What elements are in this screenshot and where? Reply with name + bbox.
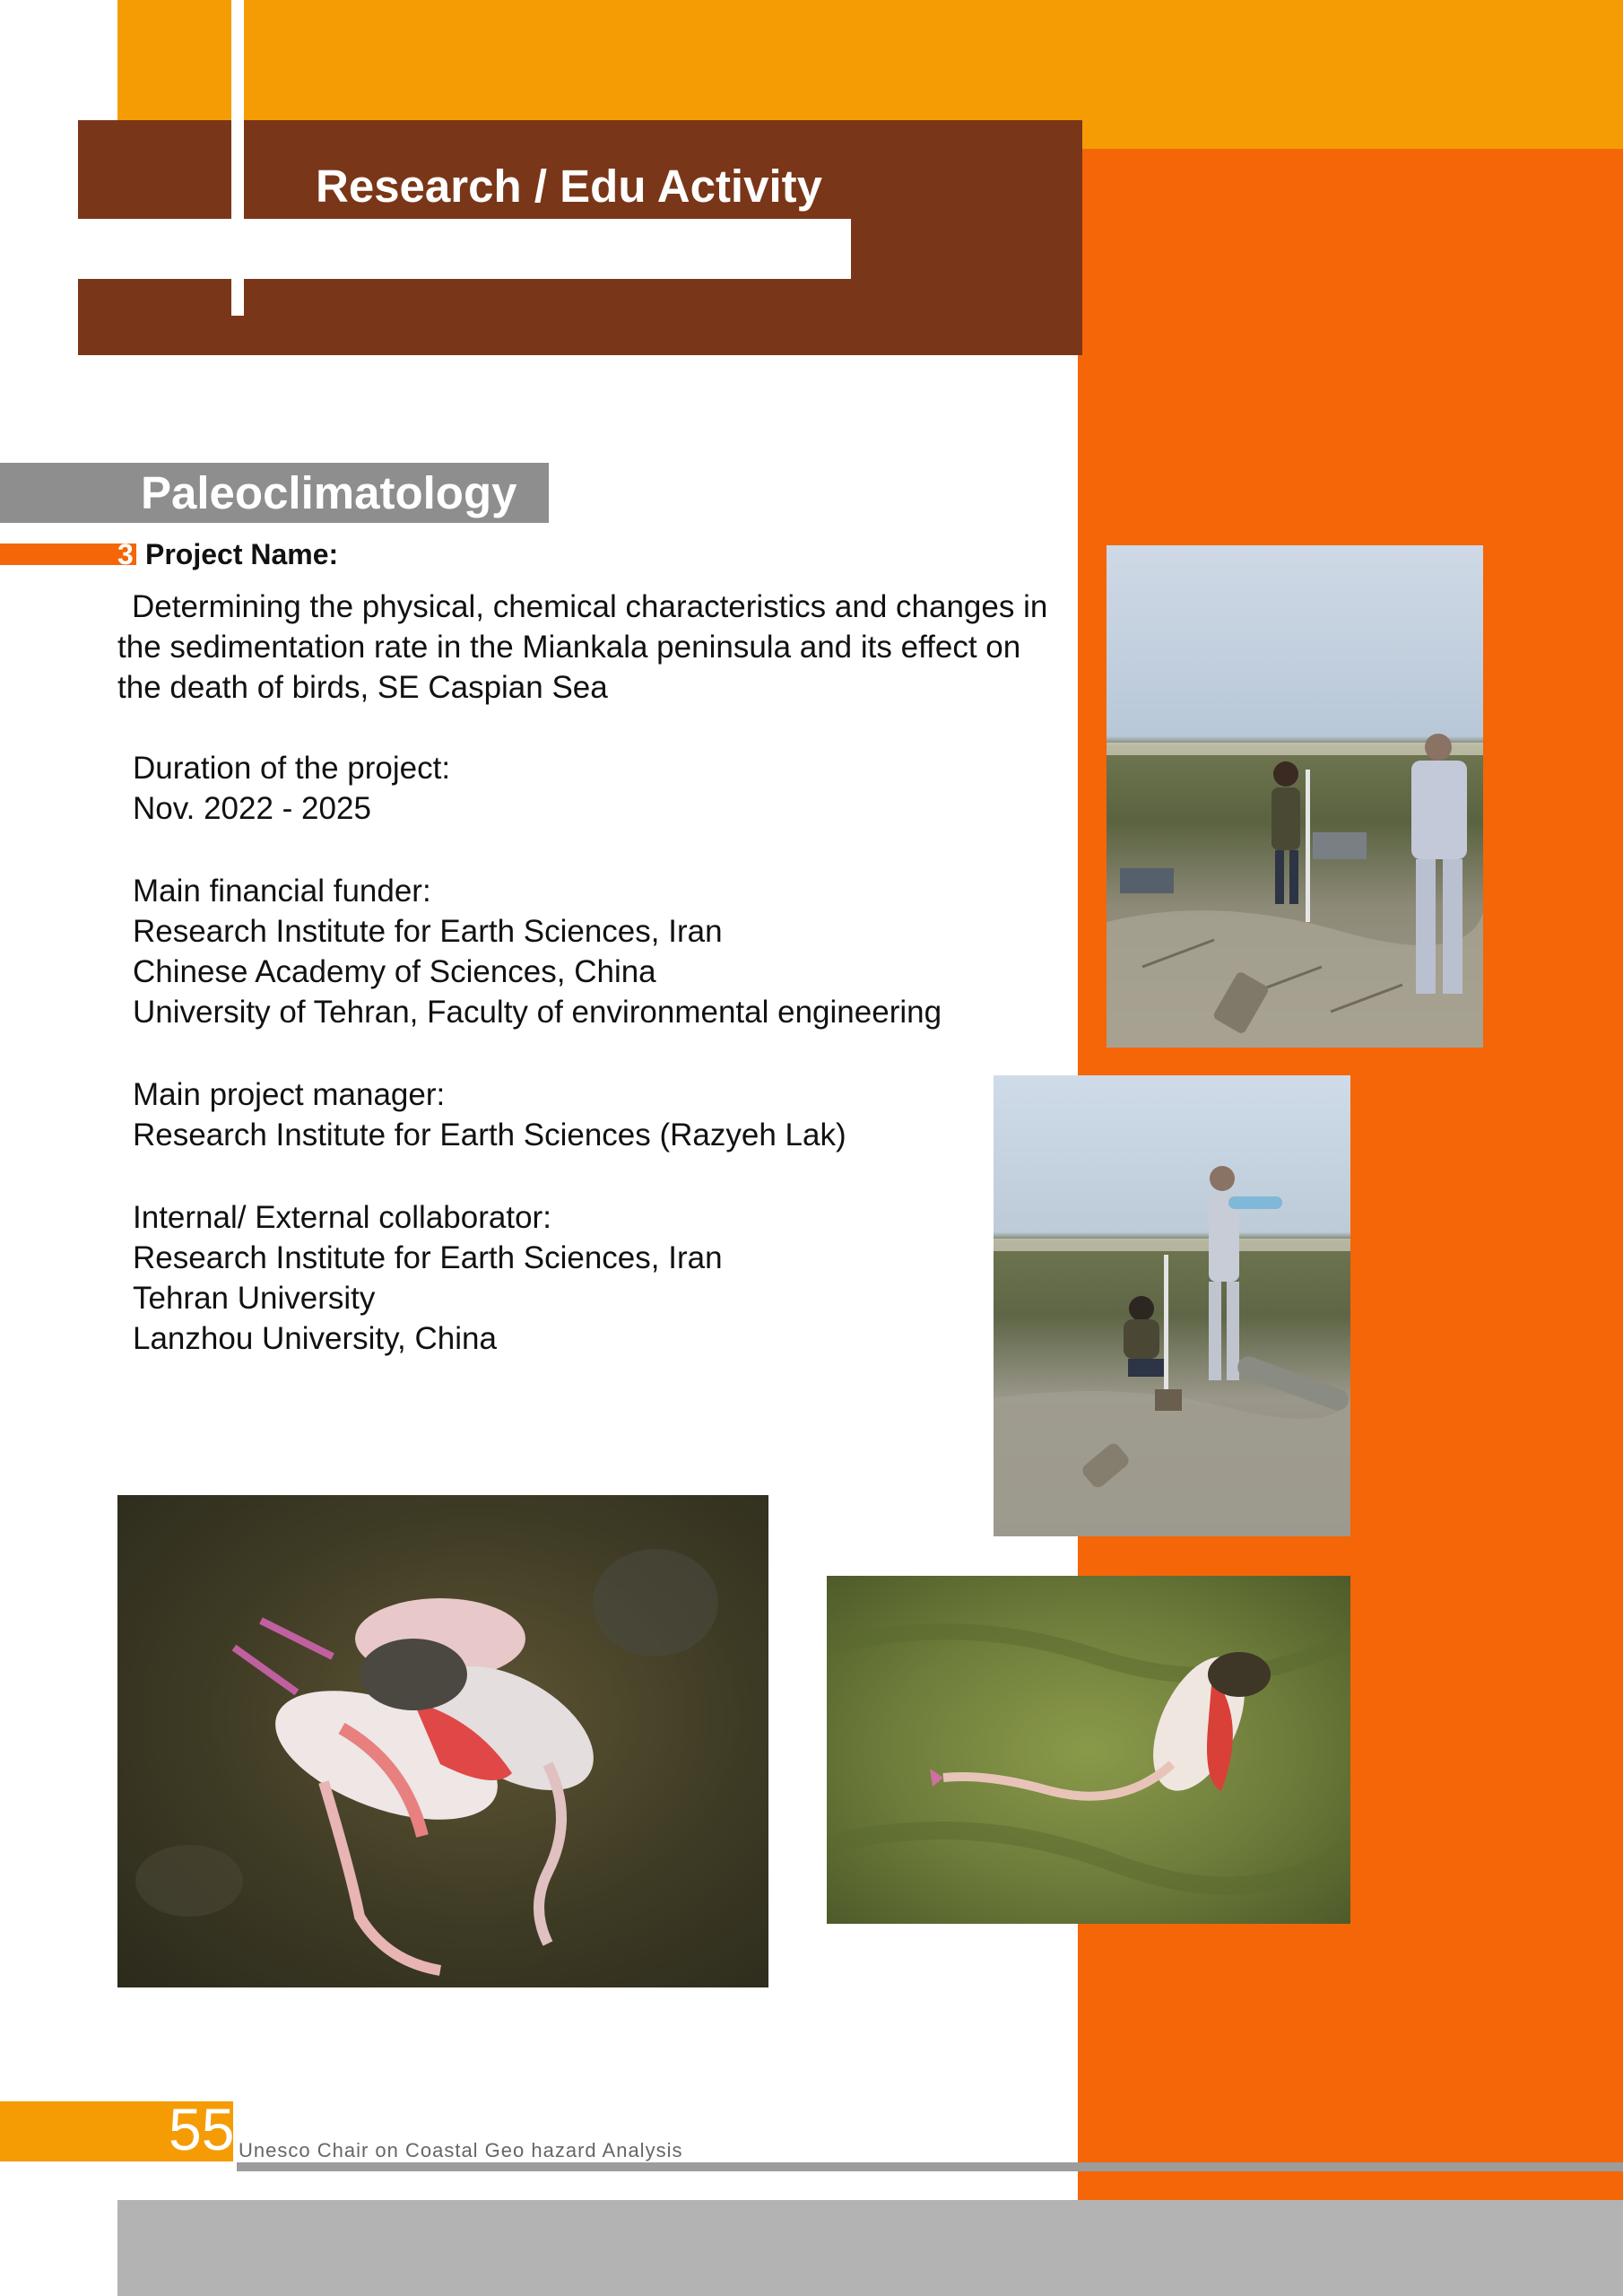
flamingo-algae-illustration — [827, 1576, 1350, 1924]
footer-rule — [237, 2162, 1623, 2171]
flamingos-photo — [117, 1495, 768, 1987]
bottom-grey-band — [117, 2200, 1623, 2296]
collaborator-block — [133, 1197, 723, 1359]
field-sampling-photo — [1107, 545, 1483, 1048]
duration-block — [133, 748, 450, 829]
header-vertical-line — [231, 0, 244, 316]
page-title: Research / Edu Activity — [316, 161, 822, 212]
funder-item: Research Institute for Earth Sciences, Iran — [133, 914, 723, 949]
duration-label: Duration of the project: — [133, 751, 451, 786]
funder-block — [133, 871, 942, 1032]
page-number: 55 — [169, 2096, 235, 2162]
project-number-bar — [0, 544, 136, 565]
collaborator-item: Tehran University — [133, 1281, 376, 1316]
manager-block — [133, 1074, 846, 1155]
project-title-line: Determining the physical, chemical characteristics and changes in — [132, 589, 1048, 624]
flamingo-algae-photo — [827, 1576, 1350, 1924]
header-white-stripe — [78, 219, 851, 279]
project-title — [117, 587, 1047, 708]
collaborator-label: Internal/ External collaborator: — [133, 1200, 551, 1235]
section-title: Paleoclimatology — [141, 467, 517, 518]
manager-value: Research Institute for Earth Sciences (Razyeh Lak) — [133, 1118, 846, 1152]
footer-text: Unesco Chair on Coastal Geo hazard Analysis — [239, 2139, 683, 2161]
funder-label: Main financial funder: — [133, 874, 431, 909]
field-sampling-illustration — [1107, 545, 1483, 1048]
project-number: 3 — [117, 538, 134, 570]
manager-label: Main project manager: — [133, 1077, 446, 1112]
project-name-label: Project Name: — [145, 538, 339, 570]
collaborator-item: Research Institute for Earth Sciences, Iran — [133, 1240, 723, 1275]
collaborator-item: Lanzhou University, China — [133, 1321, 497, 1356]
core-sampling-illustration — [994, 1075, 1350, 1536]
project-title-line: the death of birds, SE Caspian Sea — [117, 670, 608, 705]
flamingos-illustration — [117, 1495, 768, 1987]
funder-item: University of Tehran, Faculty of environmental engineering — [133, 995, 942, 1030]
duration-value: Nov. 2022 - 2025 — [133, 791, 371, 826]
project-title-line: the sedimentation rate in the Miankala peninsula and its effect on — [117, 630, 1021, 665]
funder-item: Chinese Academy of Sciences, China — [133, 954, 656, 989]
core-sampling-photo — [994, 1075, 1350, 1536]
